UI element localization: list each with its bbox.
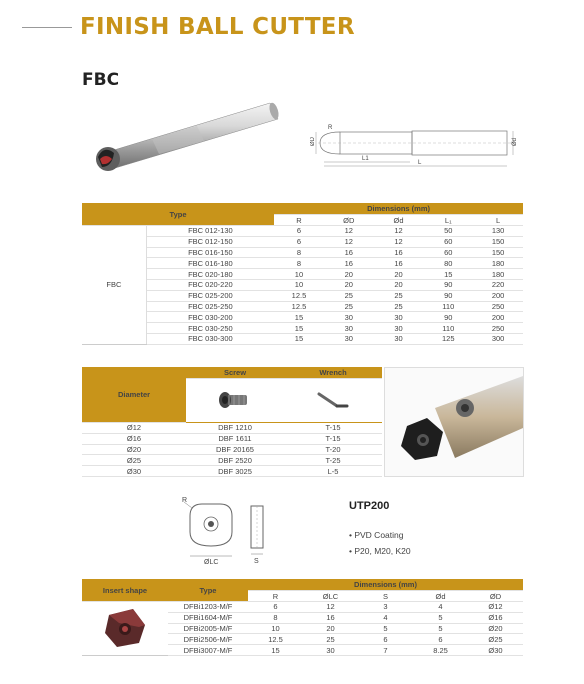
screw-image-cell bbox=[186, 379, 284, 423]
cell: 5 bbox=[358, 623, 413, 634]
type-cell: DFBi1203-M/F bbox=[168, 602, 248, 613]
cell: Ø16 bbox=[468, 612, 523, 623]
cell: 125 bbox=[423, 333, 473, 344]
table-row bbox=[82, 444, 382, 455]
cell: 16 bbox=[374, 258, 424, 269]
cell: 150 bbox=[473, 236, 523, 247]
cell: 6 bbox=[248, 602, 303, 613]
wrench-icon bbox=[313, 388, 353, 412]
col-header: R bbox=[274, 215, 324, 226]
type-cell: DFBi1604-M/F bbox=[168, 612, 248, 623]
col-header: L bbox=[473, 215, 523, 226]
table-row bbox=[82, 312, 523, 323]
cell: 10 bbox=[274, 279, 324, 290]
cell: 25 bbox=[324, 290, 374, 301]
cell: 5 bbox=[413, 623, 468, 634]
table-row bbox=[82, 226, 523, 237]
insert-shape-header: Insert shape bbox=[82, 579, 168, 602]
col-header: ØD bbox=[468, 591, 523, 602]
table-row bbox=[82, 236, 523, 247]
cell: 8.25 bbox=[413, 645, 468, 656]
cell: 16 bbox=[324, 258, 374, 269]
insert-bullets bbox=[349, 530, 411, 556]
table-row bbox=[82, 269, 523, 280]
screw-wrench-table bbox=[82, 367, 382, 477]
cell: 80 bbox=[423, 258, 473, 269]
cell: 90 bbox=[423, 279, 473, 290]
cell: 15 bbox=[274, 312, 324, 323]
cell: Ø30 bbox=[82, 466, 186, 477]
cell: 60 bbox=[423, 236, 473, 247]
cutter-dimensions-table bbox=[82, 203, 523, 345]
cell: 130 bbox=[473, 226, 523, 237]
cell: 30 bbox=[303, 645, 358, 656]
table-row bbox=[82, 290, 523, 301]
cell: 20 bbox=[374, 279, 424, 290]
page-title: FINISH BALL CUTTER bbox=[80, 14, 355, 40]
insert-closeup-photo bbox=[384, 367, 524, 477]
wrench-image-cell bbox=[284, 379, 382, 423]
insert-dimensions-table bbox=[82, 579, 523, 656]
cell: 6 bbox=[413, 634, 468, 645]
cell: 30 bbox=[324, 323, 374, 334]
table-row bbox=[82, 258, 523, 269]
cell: 10 bbox=[274, 269, 324, 280]
cell: 150 bbox=[473, 247, 523, 258]
type-cell: FBC 020-180 bbox=[146, 269, 274, 280]
cell: 6 bbox=[274, 226, 324, 237]
cell: 50 bbox=[423, 226, 473, 237]
type-cell: DFBi3007-M/F bbox=[168, 645, 248, 656]
insert-grade-title: UTP200 bbox=[349, 500, 390, 512]
cell: 16 bbox=[303, 612, 358, 623]
diameter-header: Diameter bbox=[82, 367, 186, 423]
family-cell: FBC bbox=[82, 226, 146, 345]
cell: 25 bbox=[303, 634, 358, 645]
cell: 220 bbox=[473, 279, 523, 290]
bullet-item: • PVD Coating bbox=[349, 530, 404, 540]
label-d: Ød bbox=[512, 137, 518, 146]
cell: Ø12 bbox=[82, 423, 186, 434]
cell: 16 bbox=[324, 247, 374, 258]
col-header: Ød bbox=[413, 591, 468, 602]
cell: 180 bbox=[473, 269, 523, 280]
cell: 6 bbox=[358, 634, 413, 645]
cell: 12 bbox=[324, 226, 374, 237]
col-header: S bbox=[358, 591, 413, 602]
type-cell: DFBi2506-M/F bbox=[168, 634, 248, 645]
cell: 180 bbox=[473, 258, 523, 269]
cell: 12.5 bbox=[274, 290, 324, 301]
type-cell: FBC 020-220 bbox=[146, 279, 274, 290]
cell: Ø30 bbox=[468, 645, 523, 656]
bullet-text: P20, M20, K20 bbox=[354, 546, 411, 556]
cell: Ø20 bbox=[468, 623, 523, 634]
cell: 90 bbox=[423, 312, 473, 323]
cell: 250 bbox=[473, 301, 523, 312]
type-cell: FBC 016-180 bbox=[146, 258, 274, 269]
cell: 90 bbox=[423, 290, 473, 301]
col-header: ØLC bbox=[303, 591, 358, 602]
cell: Ø20 bbox=[82, 444, 186, 455]
cell: 10 bbox=[248, 623, 303, 634]
cell: T-15 bbox=[284, 423, 382, 434]
cell: 12.5 bbox=[274, 301, 324, 312]
type-cell: FBC 025-200 bbox=[146, 290, 274, 301]
cell: Ø25 bbox=[82, 455, 186, 466]
table-row bbox=[82, 333, 523, 344]
label-lc: ØLC bbox=[204, 559, 219, 566]
cell: 25 bbox=[324, 301, 374, 312]
cell: T-15 bbox=[284, 433, 382, 444]
cell: DBF 1210 bbox=[186, 423, 284, 434]
cell: DBF 20165 bbox=[186, 444, 284, 455]
bullet-item: • P20, M20, K20 bbox=[349, 546, 411, 556]
cell: 30 bbox=[374, 323, 424, 334]
cell: DBF 3025 bbox=[186, 466, 284, 477]
label-l: L bbox=[418, 160, 422, 166]
table-row bbox=[82, 602, 523, 613]
wrench-header: Wrench bbox=[284, 367, 382, 379]
insert-icon bbox=[95, 603, 155, 651]
cell: 25 bbox=[374, 301, 424, 312]
screw-header: Screw bbox=[186, 367, 284, 379]
table-row bbox=[82, 279, 523, 290]
type-cell: FBC 025-250 bbox=[146, 301, 274, 312]
cell: T-25 bbox=[284, 455, 382, 466]
cell: Ø25 bbox=[468, 634, 523, 645]
type-cell: FBC 012-150 bbox=[146, 236, 274, 247]
cell: 12 bbox=[324, 236, 374, 247]
cell: DBF 1611 bbox=[186, 433, 284, 444]
cell: 16 bbox=[374, 247, 424, 258]
cell: 30 bbox=[374, 312, 424, 323]
table-row bbox=[82, 323, 523, 334]
col-header: R bbox=[248, 591, 303, 602]
bullet-text: PVD Coating bbox=[354, 530, 404, 540]
type-cell: FBC 030-200 bbox=[146, 312, 274, 323]
cell: 8 bbox=[248, 612, 303, 623]
cell: Ø12 bbox=[468, 602, 523, 613]
cell: 250 bbox=[473, 323, 523, 334]
cell: T-20 bbox=[284, 444, 382, 455]
cell: 20 bbox=[374, 269, 424, 280]
label-r: R bbox=[328, 125, 333, 131]
cell: 12.5 bbox=[248, 634, 303, 645]
label-od: ØD bbox=[310, 137, 316, 146]
cutter-drawing bbox=[310, 118, 525, 168]
dimensions-header: Dimensions (mm) bbox=[248, 579, 523, 591]
table-row bbox=[82, 247, 523, 258]
type-cell: FBC 012-130 bbox=[146, 226, 274, 237]
insert-drawing bbox=[178, 494, 273, 566]
type-cell: FBC 030-250 bbox=[146, 323, 274, 334]
col-header: Ød bbox=[374, 215, 424, 226]
cell: 200 bbox=[473, 312, 523, 323]
cell: 20 bbox=[324, 269, 374, 280]
type-header: Type bbox=[168, 579, 248, 602]
cell: 3 bbox=[358, 602, 413, 613]
cell: 12 bbox=[374, 236, 424, 247]
cell: DBF 2520 bbox=[186, 455, 284, 466]
cell: 110 bbox=[423, 301, 473, 312]
label-insert-r: R bbox=[182, 497, 188, 504]
cell: 4 bbox=[413, 602, 468, 613]
title-rule bbox=[22, 27, 72, 28]
col-header: L₁ bbox=[423, 215, 473, 226]
cell: 15 bbox=[423, 269, 473, 280]
table-row bbox=[82, 423, 382, 434]
cell: 15 bbox=[248, 645, 303, 656]
cell: 15 bbox=[274, 333, 324, 344]
cell: 30 bbox=[324, 312, 374, 323]
cell: Ø16 bbox=[82, 433, 186, 444]
cell: 8 bbox=[274, 258, 324, 269]
screw-icon bbox=[215, 388, 255, 412]
cell: L-5 bbox=[284, 466, 382, 477]
cell: 5 bbox=[413, 612, 468, 623]
cell: 110 bbox=[423, 323, 473, 334]
model-title: FBC bbox=[82, 70, 120, 90]
table-row bbox=[82, 301, 523, 312]
insert-shape-image-cell bbox=[82, 602, 168, 656]
cell: 7 bbox=[358, 645, 413, 656]
cell: 12 bbox=[303, 602, 358, 613]
dimensions-header: Dimensions (mm) bbox=[274, 203, 523, 215]
holder-closeup-image bbox=[385, 368, 523, 476]
cell: 300 bbox=[473, 333, 523, 344]
cell: 15 bbox=[274, 323, 324, 334]
col-header: ØD bbox=[324, 215, 374, 226]
type-header: Type bbox=[82, 203, 274, 226]
type-cell: FBC 016-150 bbox=[146, 247, 274, 258]
cell: 6 bbox=[274, 236, 324, 247]
cutter-photo bbox=[82, 95, 282, 175]
cell: 30 bbox=[374, 333, 424, 344]
type-cell: FBC 030-300 bbox=[146, 333, 274, 344]
cell: 12 bbox=[374, 226, 424, 237]
cell: 20 bbox=[324, 279, 374, 290]
label-s: S bbox=[254, 558, 259, 565]
table-row bbox=[82, 433, 382, 444]
cell: 4 bbox=[358, 612, 413, 623]
cell: 20 bbox=[303, 623, 358, 634]
type-cell: DFBi2005-M/F bbox=[168, 623, 248, 634]
cell: 60 bbox=[423, 247, 473, 258]
label-l1: L1 bbox=[362, 156, 369, 162]
table-row bbox=[82, 455, 382, 466]
cell: 30 bbox=[324, 333, 374, 344]
cell: 200 bbox=[473, 290, 523, 301]
cell: 25 bbox=[374, 290, 424, 301]
cell: 8 bbox=[274, 247, 324, 258]
table-row bbox=[82, 466, 382, 477]
